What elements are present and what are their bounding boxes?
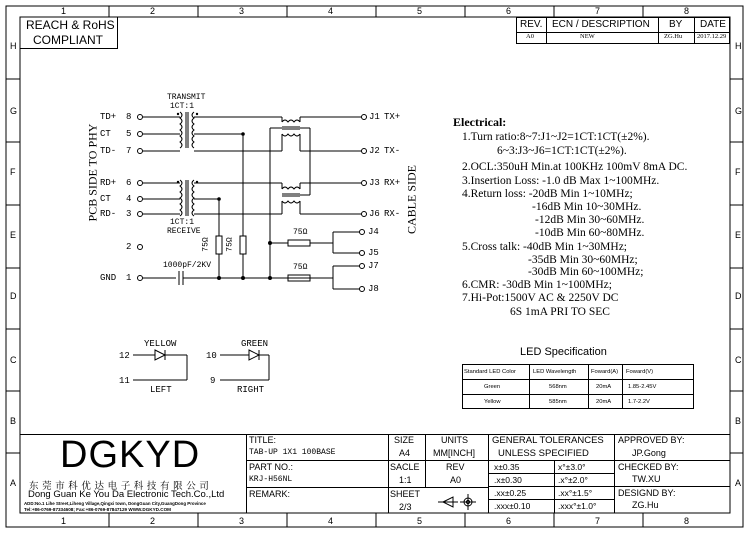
electrical-line: 7.Hi-Pot:1500V AC & 2250V DC	[462, 292, 619, 304]
tolerance-title-1: GENERAL TOLERANCES	[492, 435, 604, 446]
rev-row-date: 2017.12.29	[697, 33, 727, 40]
left-pin-number: 8	[126, 112, 132, 122]
left-pin-number: 2	[126, 242, 132, 252]
yellow-led-pin-b: 11	[119, 376, 130, 386]
yellow-led-side: LEFT	[150, 385, 172, 395]
column-number: 1	[61, 516, 67, 526]
scale-label: SACLE	[390, 462, 420, 472]
remark-label: REMARK:	[249, 489, 291, 499]
electrical-line: -10dB Min 60~80MHz.	[535, 227, 645, 239]
left-pin-number: 7	[126, 146, 132, 156]
size-value: A4	[399, 448, 411, 458]
right-pin-name: RX-	[384, 209, 401, 219]
row-letter: H	[10, 41, 17, 51]
tolerance-angular: .x°±2.0°	[558, 475, 588, 485]
row-letter: A	[10, 478, 17, 488]
resistor-vertical-2-value: 75Ω	[225, 237, 235, 252]
partno-label: PART NO.:	[249, 462, 294, 472]
right-pin-number: J6	[369, 209, 380, 219]
rev-header-date: DATE	[700, 19, 726, 30]
row-letter: G	[735, 106, 743, 116]
column-number: 1	[61, 6, 67, 16]
electrical-line: 4.Return loss: -20dB Min 1~10MHz;	[462, 188, 633, 200]
title-value: TAB-UP 1X1 100BASE	[249, 448, 336, 457]
led-spec-cell: 568nm	[549, 384, 567, 390]
tolerance-angular: x°±3.0°	[558, 462, 586, 472]
rev-row-by: ZG.Hu	[664, 33, 683, 40]
company-name-en: Dong Guan Ke You Da Electronic Tech.Co.,Ltd	[28, 489, 225, 500]
sheet-label: SHEET	[390, 489, 421, 499]
green-led-pin-a: 10	[206, 351, 217, 361]
column-number: 7	[595, 516, 601, 526]
rev-header-ecn: ECN / DESCRIPTION	[552, 19, 650, 30]
cable-side-label: CABLE SIDE	[404, 165, 419, 234]
company-logo: DGKYD	[60, 434, 201, 476]
right-pin-name: RX+	[384, 178, 401, 188]
electrical-line: -35dB Min 30~60MHz;	[528, 254, 638, 266]
right-pin-number: J7	[368, 261, 379, 271]
rev-header-rev: REV.	[520, 19, 543, 30]
column-number: 5	[417, 516, 423, 526]
title-label: TITLE:	[249, 435, 277, 445]
left-pin-name: RD+	[100, 178, 117, 188]
electrical-line: 6S 1mA PRI TO SEC	[510, 306, 610, 318]
led-spec-cell: 1.7-2.2V	[628, 399, 650, 405]
row-letter: E	[735, 230, 742, 240]
column-number: 4	[328, 516, 334, 526]
led-spec-cell: 20mA	[596, 399, 612, 405]
column-number: 2	[150, 6, 156, 16]
left-pin-name: GND	[100, 273, 117, 283]
tolerance-linear: x±0.35	[494, 462, 520, 472]
scale-value: 1:1	[399, 475, 412, 485]
column-number: 6	[506, 6, 512, 16]
partno-value: KRJ-H56NL	[249, 475, 293, 484]
led-spec-title: LED Specification	[520, 346, 607, 358]
led-spec-cell: 20mA	[596, 384, 612, 390]
row-letter: H	[735, 41, 742, 51]
transmit-label: TRANSMIT	[167, 93, 206, 102]
units-value: MM[INCH]	[433, 448, 475, 458]
led-spec-header: Foward(V)	[626, 369, 654, 375]
tolerance-linear: .xx±0.25	[494, 488, 527, 498]
row-letter: B	[10, 416, 17, 426]
row-letter: F	[735, 167, 741, 177]
row-letter: D	[735, 291, 742, 301]
yellow-led-color: YELLOW	[144, 339, 177, 349]
row-letter: A	[735, 478, 742, 488]
rev-row-ecn: NEW	[580, 33, 595, 40]
rev-row-rev: A0	[526, 33, 534, 40]
designed-value: ZG.Hu	[632, 500, 659, 510]
right-pin-number: J4	[368, 227, 379, 237]
resistor-j7-j8-value: 75Ω	[293, 263, 308, 272]
column-number: 3	[239, 6, 245, 16]
row-letter: C	[10, 355, 17, 365]
yellow-led-pin-a: 12	[119, 351, 130, 361]
checked-label: CHECKED BY:	[618, 462, 679, 472]
rev-label: REV	[446, 462, 465, 472]
right-pin-number: J3	[369, 178, 380, 188]
led-spec-cell: 1.85-2.45V	[628, 384, 657, 390]
tolerance-angular: .xxx°±1.0°	[558, 501, 597, 511]
row-letter: G	[10, 106, 18, 116]
receive-label: RECEIVE	[167, 227, 201, 236]
column-number: 7	[595, 6, 601, 16]
electrical-line: -30dB Min 60~100MHz;	[528, 266, 644, 278]
resistor-vertical-1-value: 75Ω	[201, 237, 211, 252]
tolerance-linear: .xxx±0.10	[494, 501, 531, 511]
left-pin-name: TD-	[100, 146, 117, 156]
company-name-cn: 东莞市科优达电子科技有限公司	[29, 481, 213, 492]
company-address: ADD:No.1 Lihe Street,Liheng Village,Qingxi town, DongGuan City,GuangDong Province	[24, 501, 206, 506]
row-letter: F	[10, 167, 16, 177]
left-pin-number: 4	[126, 194, 132, 204]
led-spec-cell: Green	[484, 384, 501, 390]
led-spec-header: Foward(A)	[591, 369, 619, 375]
electrical-line: 3.Insertion Loss: -1.0 dB Max 1~100MHz.	[462, 175, 660, 187]
green-led-pin-b: 9	[210, 376, 216, 386]
electrical-line: 1.Turn ratio:8~7:J1~J2=1CT:1CT(±2%).	[462, 131, 650, 143]
electrical-line: 6~3:J3~J6=1CT:1CT(±2%).	[497, 145, 627, 157]
column-number: 5	[417, 6, 423, 16]
right-pin-number: J8	[368, 284, 379, 294]
left-pin-name: CT	[100, 129, 111, 139]
row-letter: D	[10, 291, 17, 301]
column-number: 2	[150, 516, 156, 526]
resistor-j4-j5-value: 75Ω	[293, 228, 308, 237]
green-led-side: RIGHT	[237, 385, 265, 395]
left-pin-name: RD-	[100, 209, 117, 219]
left-pin-name: TD+	[100, 112, 117, 122]
designed-label: DESIGND BY:	[618, 488, 676, 498]
led-spec-header: LED Wavelength	[533, 369, 577, 375]
right-pin-number: J5	[368, 248, 379, 258]
reach-line-1: REACH & RoHS	[26, 18, 115, 32]
approved-value: JP.Gong	[632, 448, 666, 458]
led-spec-header: Standard LED Color	[464, 369, 516, 375]
electrical-line: 5.Cross talk: -40dB Min 1~30MHz;	[462, 241, 627, 253]
electrical-title: Electrical:	[453, 115, 507, 129]
row-letter: E	[10, 230, 17, 240]
left-pin-name: CT	[100, 194, 111, 204]
company-contact: Tel:+86-0769-87334608; Fax:+86-0769-87847129 WWW.DGKYD.COM	[24, 507, 171, 512]
transmit-ratio: 1CT:1	[170, 102, 195, 111]
receive-ratio: 1CT:1	[170, 218, 195, 227]
left-pin-number: 3	[126, 209, 132, 219]
reach-line-2: COMPLIANT	[33, 33, 104, 47]
capacitor-value: 1000pF/2KV	[163, 261, 212, 270]
electrical-line: -12dB Min 30~60MHz.	[535, 214, 645, 226]
column-number: 8	[684, 6, 690, 16]
led-spec-cell: 585nm	[549, 399, 567, 405]
tolerance-angular: .xx°±1.5°	[558, 488, 593, 498]
electrical-line: 6.CMR: -30dB Min 1~100MHz;	[462, 279, 612, 291]
approved-label: APPROVED BY:	[618, 435, 685, 445]
pcb-side-label: PCB SIDE TO PHY	[85, 123, 100, 222]
right-pin-number: J1	[369, 112, 380, 122]
size-label: SIZE	[394, 435, 415, 445]
left-pin-number: 6	[126, 178, 132, 188]
tolerance-linear: .x±0.30	[494, 475, 522, 485]
column-number: 4	[328, 6, 334, 16]
right-pin-number: J2	[369, 146, 380, 156]
right-pin-name: TX-	[384, 146, 401, 156]
rev-value: A0	[450, 475, 462, 485]
electrical-line: -16dB Min 10~30MHz.	[532, 201, 642, 213]
electrical-line: 2.OCL:350uH Min.at 100KHz 100mV 8mA DC.	[462, 161, 688, 173]
left-pin-number: 1	[126, 273, 132, 283]
green-led-color: GREEN	[241, 339, 269, 349]
row-letter: B	[735, 416, 742, 426]
column-number: 6	[506, 516, 512, 526]
units-label: UNITS	[441, 435, 468, 445]
rev-header-by: BY	[669, 19, 683, 30]
column-number: 3	[239, 516, 245, 526]
checked-value: TW.XU	[632, 474, 661, 484]
led-spec-cell: Yellow	[484, 399, 501, 405]
tolerance-title-2: UNLESS SPECIFIED	[498, 448, 589, 459]
right-pin-name: TX+	[384, 112, 401, 122]
column-number: 8	[684, 516, 690, 526]
left-pin-number: 5	[126, 129, 132, 139]
sheet-value: 2/3	[399, 502, 412, 512]
row-letter: C	[735, 355, 742, 365]
